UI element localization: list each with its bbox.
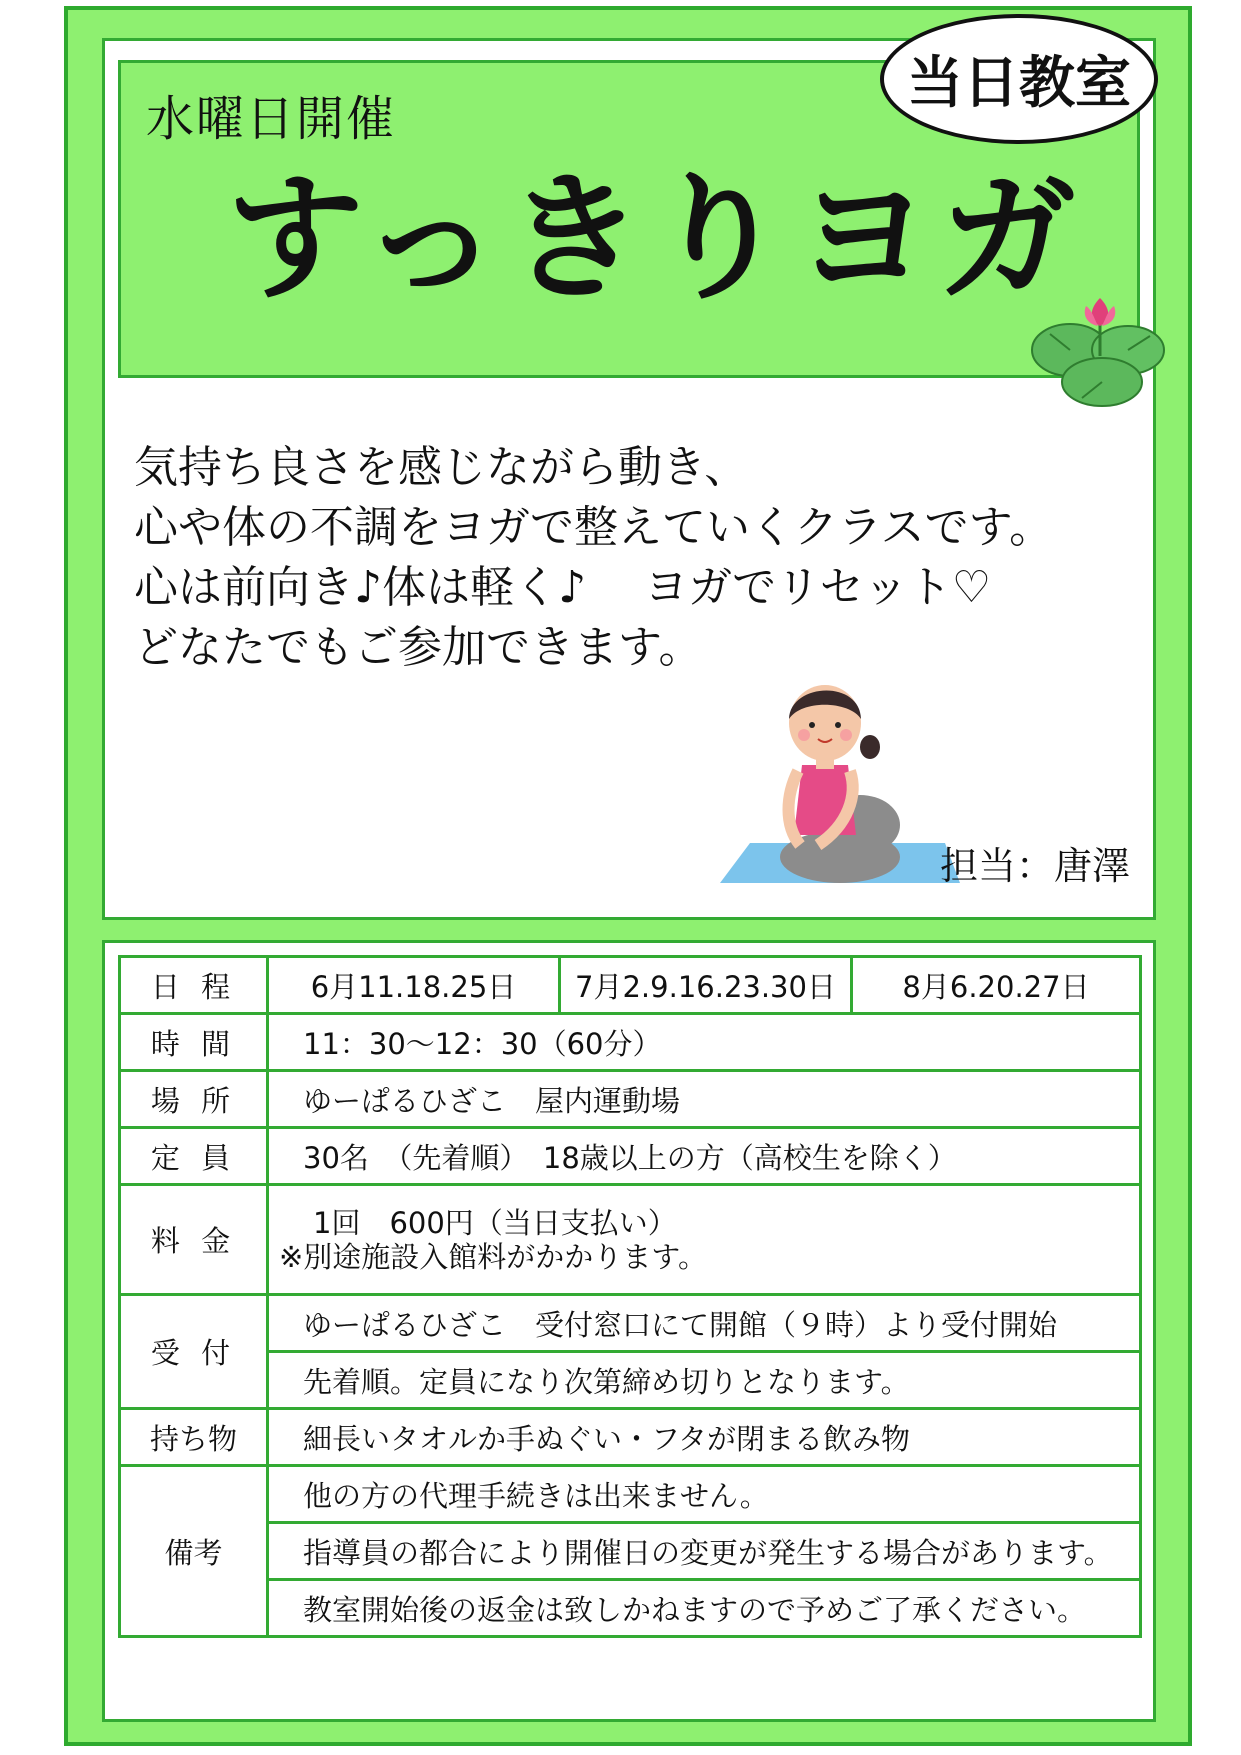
time-label: 時 間 [120, 1014, 268, 1071]
table-row [120, 1295, 1141, 1352]
notes-label: 備考 [120, 1466, 268, 1637]
notes-line: 他の方の代理手続きは出来ません。 [268, 1466, 1141, 1523]
table-row [120, 1128, 1141, 1185]
subtitle: 水曜日開催 [146, 91, 397, 147]
table-row [120, 1014, 1141, 1071]
table-row [120, 957, 1141, 1014]
belongings-value: 細長いタオルか手ぬぐい・フタが閉まる飲み物 [268, 1409, 1141, 1466]
table-row [120, 1352, 1141, 1409]
schedule-june: 6月11.18.25日 [268, 957, 560, 1014]
fee-value [268, 1185, 1141, 1295]
table-row [120, 1523, 1141, 1580]
reception-line: 先着順。定員になり次第締め切りとなります。 [268, 1352, 1141, 1409]
description [134, 438, 1053, 678]
lotus-icon [1030, 294, 1170, 410]
schedule-august: 8月6.20.27日 [852, 957, 1141, 1014]
reception-label: 受 付 [120, 1295, 268, 1409]
table-row [120, 1185, 1141, 1295]
table-row [120, 1071, 1141, 1128]
place-label: 場 所 [120, 1071, 268, 1128]
table-row [120, 1466, 1141, 1523]
page-title: すっきりヨガ [226, 158, 1082, 319]
belongings-label: 持ち物 [120, 1409, 268, 1466]
yoga-woman-illustration [690, 665, 965, 897]
capacity-label: 定 員 [120, 1128, 268, 1185]
schedule-label: 日 程 [120, 957, 268, 1014]
table-row [120, 1409, 1141, 1466]
capacity-value: 30名 （先着順） 18歳以上の方（高校生を除く） [268, 1128, 1141, 1185]
table-row [120, 1580, 1141, 1637]
instructor-label: 担当：唐澤 [940, 844, 1131, 888]
notes-line: 指導員の都合により開催日の変更が発生する場合があります。 [268, 1523, 1141, 1580]
details-table [118, 955, 1142, 1638]
description-line: どなたでもご参加できます。 [134, 622, 703, 673]
fee-line: 1回 600円（当日支払い） [313, 1205, 677, 1240]
schedule-july: 7月2.9.16.23.30日 [560, 957, 852, 1014]
place-value: ゆーぱるひざこ 屋内運動場 [268, 1071, 1141, 1128]
description-line: 気持ち良さを感じながら動き、 [134, 442, 749, 493]
notes-line: 教室開始後の返金は致しかねますので予めご了承ください。 [268, 1580, 1141, 1637]
same-day-badge: 当日教室 [880, 14, 1158, 144]
reception-line: ゆーぱるひざこ 受付窓口にて開館（９時）より受付開始 [268, 1295, 1141, 1352]
time-value: 11：30〜12：30（60分） [268, 1014, 1141, 1071]
description-line: 心は前向き♪体は軽く♪ ヨガでリセット♡ [134, 562, 992, 613]
fee-label: 料 金 [120, 1185, 268, 1295]
description-line: 心や体の不調をヨガで整えていくクラスです。 [134, 502, 1054, 553]
fee-note: ※別途施設入館料がかかります。 [279, 1239, 707, 1274]
